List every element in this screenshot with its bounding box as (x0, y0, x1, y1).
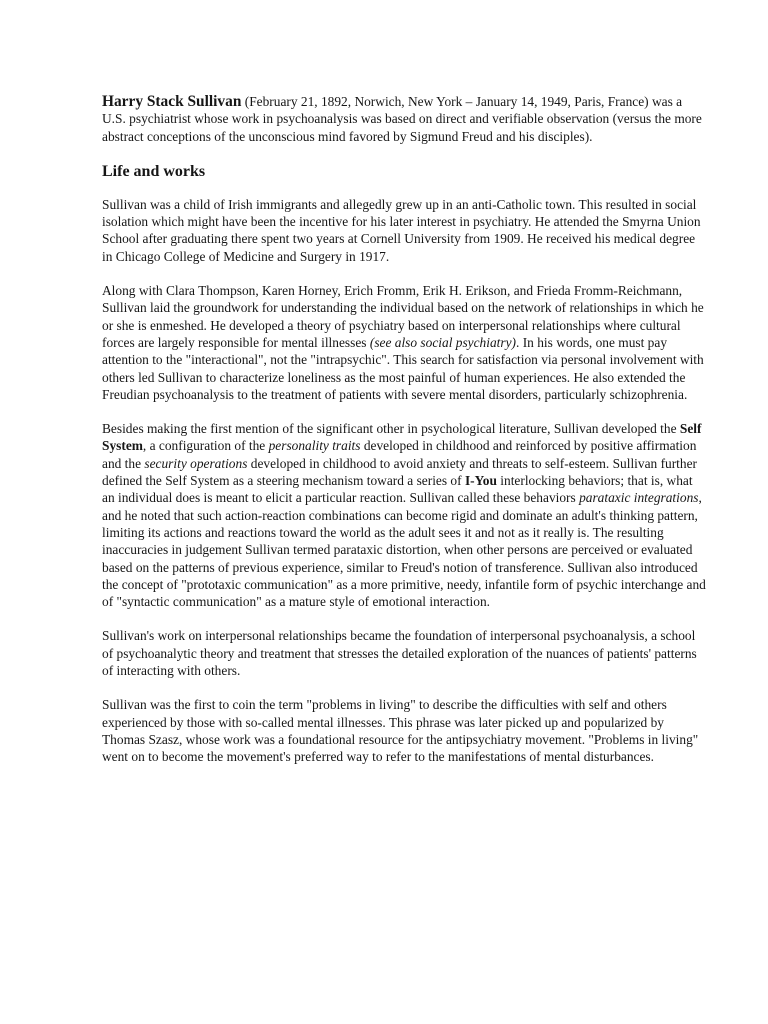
text-run: developed in childhood and reinforced by positive affirmation and the (102, 438, 697, 471)
section-body (102, 196, 708, 766)
text-run: , and he noted that such action-reaction combinations can become rigid and dominate an adult's thinking pattern, limiting its actions and reactions toward the world as the adult sees it and not as it really is. The resulting inaccuracies in judgement Sullivan termed parataxic distortion, when other persons are perceived or evaluated based on the patterns of previous experience, similar to Freud's notion of transference. Sullivan also introduced the concept of "prototaxic communication" as a more primitive, needy, infantile form of psychic interchange and of "syntactic communication" as a mature style of emotional interaction. (102, 490, 706, 610)
section-heading: Life and works (102, 162, 206, 180)
text-run: developed in childhood to avoid anxiety and threats to self-esteem. Sullivan further defined the Self System as a steering mechanism toward a series of (102, 455, 698, 489)
text-run: interlocking behaviors; that is, what an individual does is meant to elicit a particular reaction. Sullivan called these behaviors (102, 473, 693, 506)
paragraph-early-life: Sullivan was a child of Irish immigrants and allegedly grew up in an anti-Catholic town. This resulted in social isolation which might have been the incentive for his later interest in psychiatry. He attended the Smyrna Union School after graduating there spent two years at Cornell University from 1909. He received his medical degree in Chicago College of Medicine and Surgery in 1917. (102, 196, 701, 264)
intro-text: (February 21, 1892, Norwich, New York – January 14, 1949, Paris, France) was a U.S. psychiatrist whose work in psychoanalysis was based on direct and verifiable observation (versus the more abstract conceptions of the unconscious mind favored by Sigmund Freud and his disciples). (102, 94, 702, 144)
subject-name: Harry Stack Sullivan (102, 93, 242, 110)
italic-term: security operations (144, 455, 248, 471)
intro-paragraph (102, 93, 708, 145)
paragraph-interpersonal-theory (102, 282, 708, 403)
paragraph-interpersonal-psychoanalysis: Sullivan's work on interpersonal relationships became the foundation of interpersonal psychoanalysis, a school of psychoanalytic theory and treatment that stresses the detailed exploration of the nuances of patients' patterns of interacting with others. (102, 628, 697, 679)
text-run: Along with Clara Thompson, Karen Horney, Erich Fromm, Erik H. Erikson, and Frieda Fromm-Reichmann, Sullivan laid the groundwork for understanding the individual based on the network of relationships in which he or she is enmeshed. He developed a theory of psychiatry based on interpersonal relationships where cultural forces are largely responsible for mental illnesses (102, 283, 704, 350)
paragraph-self-system (102, 420, 708, 610)
italic-term: personality traits (268, 438, 361, 454)
text-run: Besides making the first mention of the significant other in psychological literature, Sullivan developed the (102, 421, 680, 437)
bold-term: I-You (464, 473, 497, 489)
italic-term: parataxic integrations (579, 490, 699, 506)
italic-text: (see also social psychiatry) (369, 334, 517, 350)
text-run: . In his words, one must pay attention to the "interactional", not the "intrapsychic". This search for satisfaction via personal involvement with others led Sullivan to characterize loneliness as the most painful of human experiences. He also extended the Freudian psychoanalysis to the treatment of patients with severe mental disorders, particularly schizophrenia. (102, 334, 704, 402)
text-run: , a configuration of the (142, 438, 269, 454)
bold-term: Self System (102, 421, 702, 454)
paragraph-problems-in-living: Sullivan was the first to coin the term "problems in living" to describe the difficulties with self and others experienced by those with so-called mental illnesses. This phrase was later picked up and popularized by Thomas Szasz, whose work was a foundational resource for the antipsychiatry movement. "Problems in living" went on to become the movement's preferred way to refer to the manifestations of mental disturbances. (102, 697, 699, 765)
